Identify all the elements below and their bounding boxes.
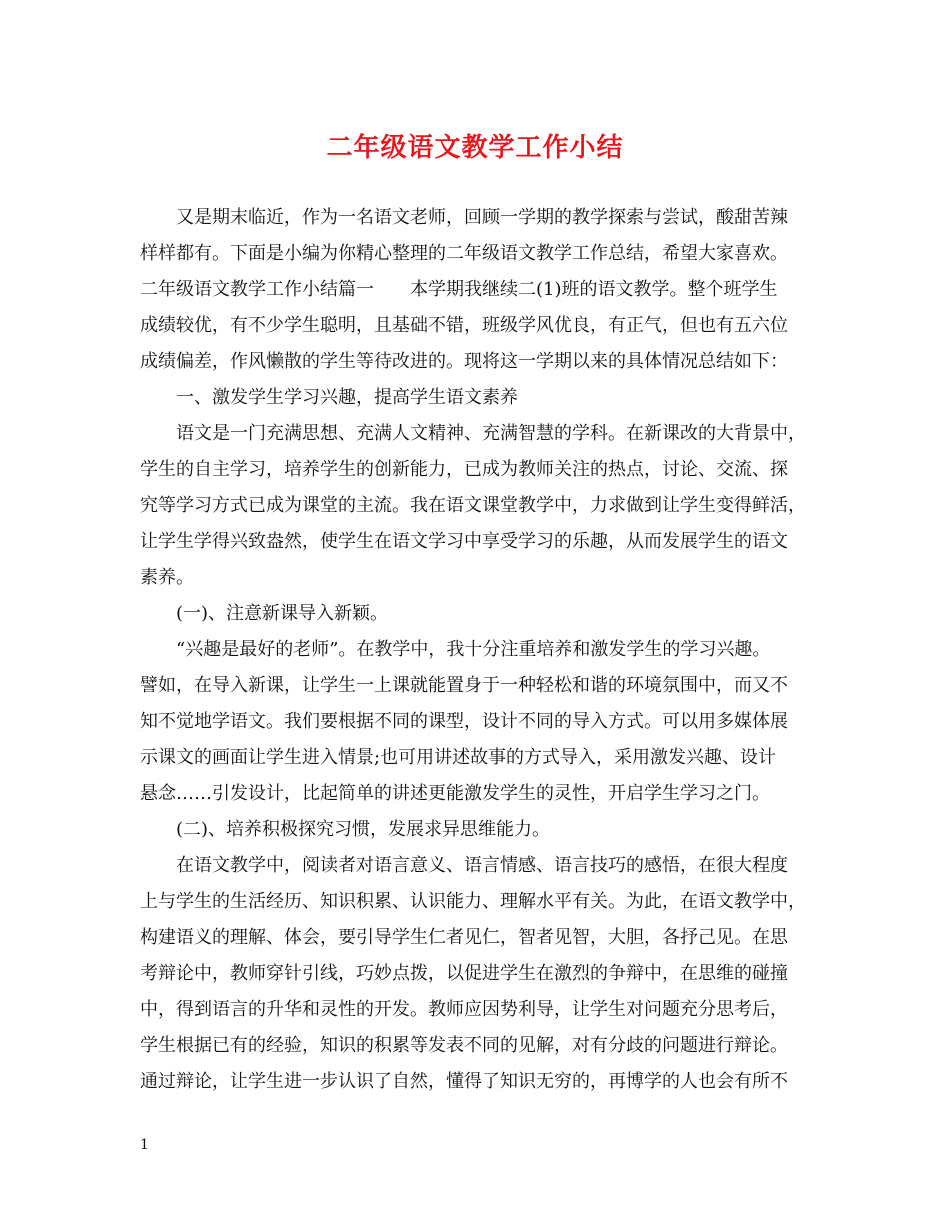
body-line: 悬念……引发设计，比起简单的讲述更能激发学生的灵性，开启学生学习之门。 — [140, 783, 770, 804]
body-line: 示课文的画面让学生进入情景;也可用讲述故事的方式导入，采用激发兴趣、设计 — [140, 747, 777, 768]
document-body — [140, 200, 812, 1100]
body-line: “兴趣是最好的老师”。在教学中，我十分注重培养和激发学生的学习兴趣。 — [140, 639, 771, 660]
body-line: 让学生学得兴致盎然，使学生在语文学习中享受学习的乐趣，从而发展学生的语文 — [140, 531, 788, 552]
subsection-heading: (一)、注意新课导入新颖。 — [140, 603, 389, 624]
body-line: 成绩较优，有不少学生聪明，且基础不错，班级学风优良，有正气，但也有五六位 — [140, 315, 788, 336]
body-line: 知不觉地学语文。我们要根据不同的课型，设计不同的导入方式。可以用多媒体展 — [140, 711, 788, 732]
body-line: 语文是一门充满思想、充满人文精神、充满智慧的学科。在新课改的大背景中， — [140, 423, 806, 444]
body-line: 上与学生的生活经历、知识积累、认识能力、理解水平有关。为此，在语文教学中， — [140, 891, 806, 912]
body-line: 又是期末临近，作为一名语文老师，回顾一学期的教学探索与尝试，酸甜苦辣 — [140, 207, 788, 228]
body-line: 考辩论中，教师穿针引线，巧妙点拨，以促进学生在激烈的争辩中，在思维的碰撞 — [140, 963, 788, 984]
section-heading: 一、激发学生学习兴趣，提高学生语文素养 — [140, 387, 518, 408]
body-line: 成绩偏差，作风懒散的学生等待改进的。现将这一学期以来的具体情况总结如下： — [140, 351, 788, 372]
body-line: 学生根据已有的经验，知识的积累等发表不同的见解，对有分歧的问题进行辩论。 — [140, 1035, 788, 1056]
body-line: 在语文教学中，阅读者对语言意义、语言情感、语言技巧的感悟，在很大程度 — [140, 855, 788, 876]
body-line: 中，得到语言的升华和灵性的开发。教师应因势利导，让学生对问题充分思考后， — [140, 999, 788, 1020]
body-line: 构建语义的理解、体会，要引导学生仁者见仁，智者见智，大胆，各抒己见。在思 — [140, 927, 788, 948]
body-line: 素养。 — [140, 567, 194, 588]
body-line: 学生的自主学习，培养学生的创新能力，已成为教师关注的热点，讨论、交流、探 — [140, 459, 788, 480]
subsection-heading: (二)、培养积极探究习惯，发展求异思维能力。 — [140, 819, 551, 840]
document-title: 二年级语文教学工作小结 — [326, 133, 624, 163]
body-line: 样样都有。下面是小编为你精心整理的二年级语文教学工作总结，希望大家喜欢。 — [140, 243, 788, 264]
page-number: 1 — [140, 1137, 149, 1153]
body-line: 究等学习方式已成为课堂的主流。我在语文课堂教学中，力求做到让学生变得鲜活， — [140, 495, 806, 516]
body-line: 通过辩论，让学生进一步认识了自然，懂得了知识无穷的，再博学的人也会有所不 — [140, 1071, 788, 1092]
body-line: 二年级语文教学工作小结篇一 本学期我继续二(1)班的语文教学。整个班学生 — [140, 279, 778, 300]
body-line: 譬如，在导入新课，让学生一上课就能置身于一种轻松和谐的环境氛围中，而又不 — [140, 675, 788, 696]
